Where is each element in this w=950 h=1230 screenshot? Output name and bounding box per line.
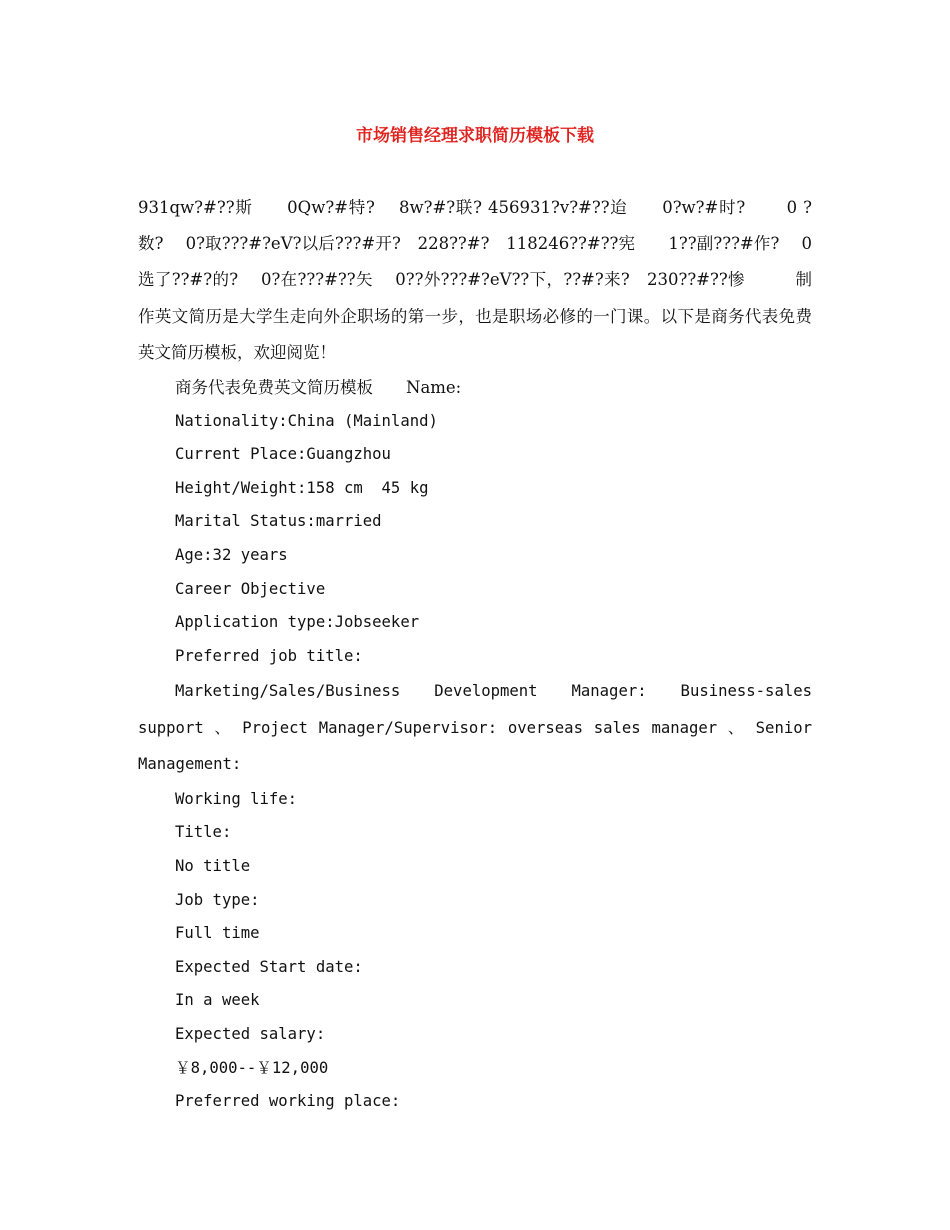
preferred-working-place-label: Preferred working place: xyxy=(175,1092,401,1111)
height-weight-line: Height/Weight:158 cm 45 kg xyxy=(175,478,429,497)
intro-paragraph: 931qw?#??斯 0Qw?#特? 8w?#?联? 456931?v?#??迨 0?w?#时? 0 ?数? 0?取???#?eV?以后???#开? 228??#? 118246??#??宪 1??副???#作? 0选了??#?的? 0?在???#??矢 0??外???#?eV??下，??#?来? 230??#??惨 制作英文简历是大学生走向外企职场的第一步，也是职场必修的一门课。以下是商务代表免费英文简历模板，欢迎阅览！ xyxy=(138,198,812,362)
title-value: No title xyxy=(175,857,251,876)
document-body xyxy=(138,190,812,1119)
expected-salary-label: Expected salary: xyxy=(175,1025,326,1044)
job-type-label: Job type: xyxy=(175,890,260,909)
document-title: 市场销售经理求职简历模板下载 xyxy=(356,126,594,146)
preferred-job-title-value: Marketing/Sales/Business Development Manager: Business-sales support 、 Project Manager/Supervisor: overseas sales manager 、 Senior Management: xyxy=(138,682,812,774)
expected-start-date-value: In a week xyxy=(175,991,260,1010)
preferred-job-title-label: Preferred job title: xyxy=(175,646,363,665)
resume-heading-line: 商务代表免费英文简历模板 Name: xyxy=(175,378,462,398)
career-objective-line: Career Objective xyxy=(175,579,326,598)
application-type-line: Application type:Jobseeker xyxy=(175,613,420,632)
current-place-line: Current Place:Guangzhou xyxy=(175,445,391,464)
working-life-label: Working life: xyxy=(175,789,298,808)
expected-start-date-label: Expected Start date: xyxy=(175,957,363,976)
nationality-line: Nationality:China (Mainland) xyxy=(175,411,438,430)
job-type-value: Full time xyxy=(175,924,260,943)
expected-salary-value: ￥8,000--￥12,000 xyxy=(175,1058,329,1077)
age-line: Age:32 years xyxy=(175,545,288,564)
title-label: Title: xyxy=(175,823,232,842)
marital-status-line: Marital Status:married xyxy=(175,512,382,531)
